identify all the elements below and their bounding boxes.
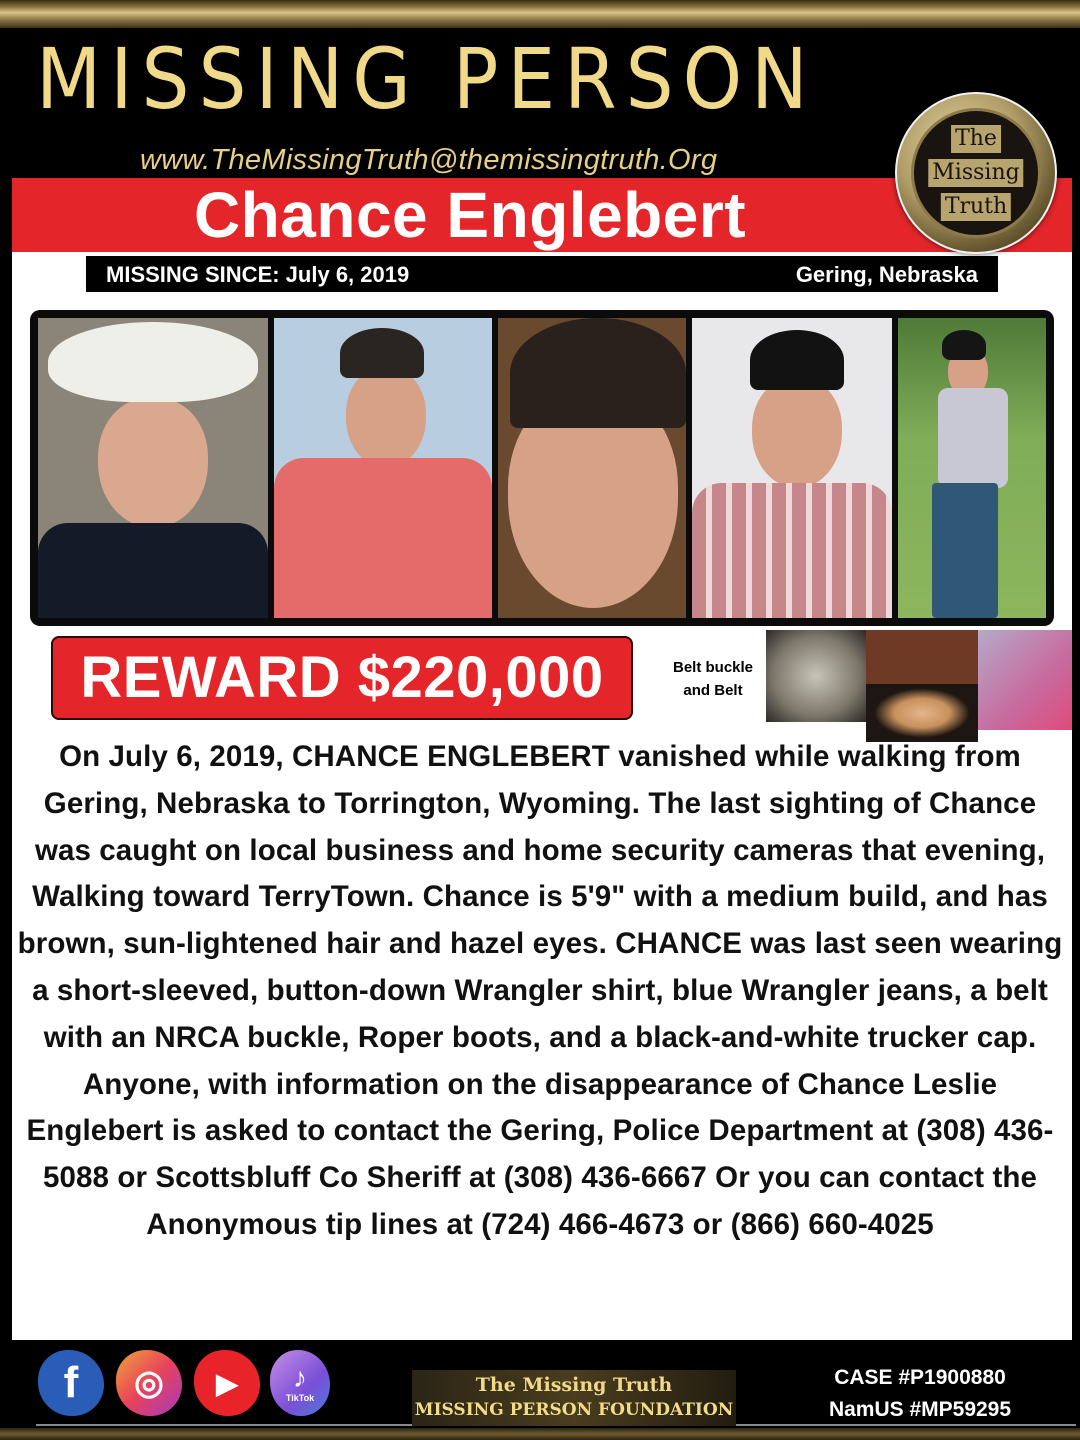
logo-inner-disc [911,108,1041,238]
case-number: CASE #P1900880 [834,1366,1006,1389]
shirt-shape [938,388,1008,488]
logo-word-missing: Missing [928,159,1023,187]
missing-location: Gering, Nebraska [795,262,978,287]
youtube-icon[interactable] [194,1350,260,1416]
missing-info-bar [86,256,998,292]
belt-worn-image [978,630,1072,730]
face-shape [752,378,842,488]
logo-word-truth: Truth [941,193,1011,221]
belt-label-line2: and Belt [683,682,743,699]
youtube-glyph: ▶ [216,1367,238,1399]
missing-since-date: MISSING SINCE: July 6, 2019 [106,262,410,287]
facebook-icon[interactable]: f [38,1350,104,1416]
logo-word-the: The [951,125,1001,153]
nrca-buckle-image [766,630,866,722]
cap-shape [340,328,424,378]
photo-red-high-life-tee [274,318,492,618]
photo-closeup-smiling [498,318,686,618]
tiktok-icon[interactable] [270,1350,330,1416]
instagram-icon[interactable] [116,1350,182,1416]
missing-truth-logo [895,92,1057,254]
shirt-shape [692,483,892,618]
photo-plaid-shirt [692,318,892,618]
foundation-badge [412,1370,736,1426]
foundation-subtitle: MISSING PERSON FOUNDATION [414,1400,734,1420]
face-shape [346,368,426,468]
tiktok-glyph: ♪ [293,1362,307,1393]
person-name: Chance Englebert [193,179,747,251]
case-description: On July 6, 2019, CHANCE ENGLEBERT vanished while walking from Gering, Nebraska to Torrington, Wyoming. The last sighting of Chance was caught on local business and home security cameras that evening, Walking toward TerryTown. Chance is 5'9" with a medium build, and has brown, sun-lightened hair and hazel eyes. CHANCE was last seen wearing a short-sleeved, button-down Wrangler shirt, blue Wrangler jeans, a belt with an NRCA buckle, Roper boots, and a black-and-white trucker cap. Anyone, with information on the disappearance of Chance Leslie Englebert is asked to contact the Gering, Police Department at (308) 436-5088 or Scottsbluff Co Sheriff at (308) 436-6667 Or you can contact the Anonymous tip lines at (724) 466-4673 or (866) 660-4025 [17,740,1063,1241]
photo-outdoors-full-body [898,318,1046,618]
leather-belt-image [866,630,978,684]
belt-buckle-label [660,656,766,702]
photo-strip [30,310,1054,626]
poster-title: MISSING PERSON [36,30,817,128]
shirt-shape [274,458,492,618]
gold-frame-bottom [0,1428,1080,1440]
namus-number: NamUS #MP59295 [828,1398,1012,1421]
tiktok-caption: TikTok [285,1393,315,1403]
foundation-name: The Missing Truth [475,1374,673,1396]
website-text: www.TheMissingTruth@themissingtruth.Org [140,144,718,176]
shirt-shape [38,523,268,618]
reward-banner: REWARD $220,000 [51,636,633,720]
face-shape [98,398,208,528]
footer [0,1340,1080,1428]
cap-shape [750,330,844,390]
hat-shape [942,330,986,360]
instagram-glyph: ◎ [134,1364,164,1402]
belt-label-line1: Belt buckle [672,659,754,676]
belt-buckle-images [766,630,1072,742]
case-ids [800,1362,1040,1426]
photo-white-cowboy-hat [38,318,268,618]
cap-shape [510,318,686,428]
jeans-shape [932,483,998,618]
gold-frame-top [0,0,1080,28]
cowboy-hat-shape [48,322,258,402]
